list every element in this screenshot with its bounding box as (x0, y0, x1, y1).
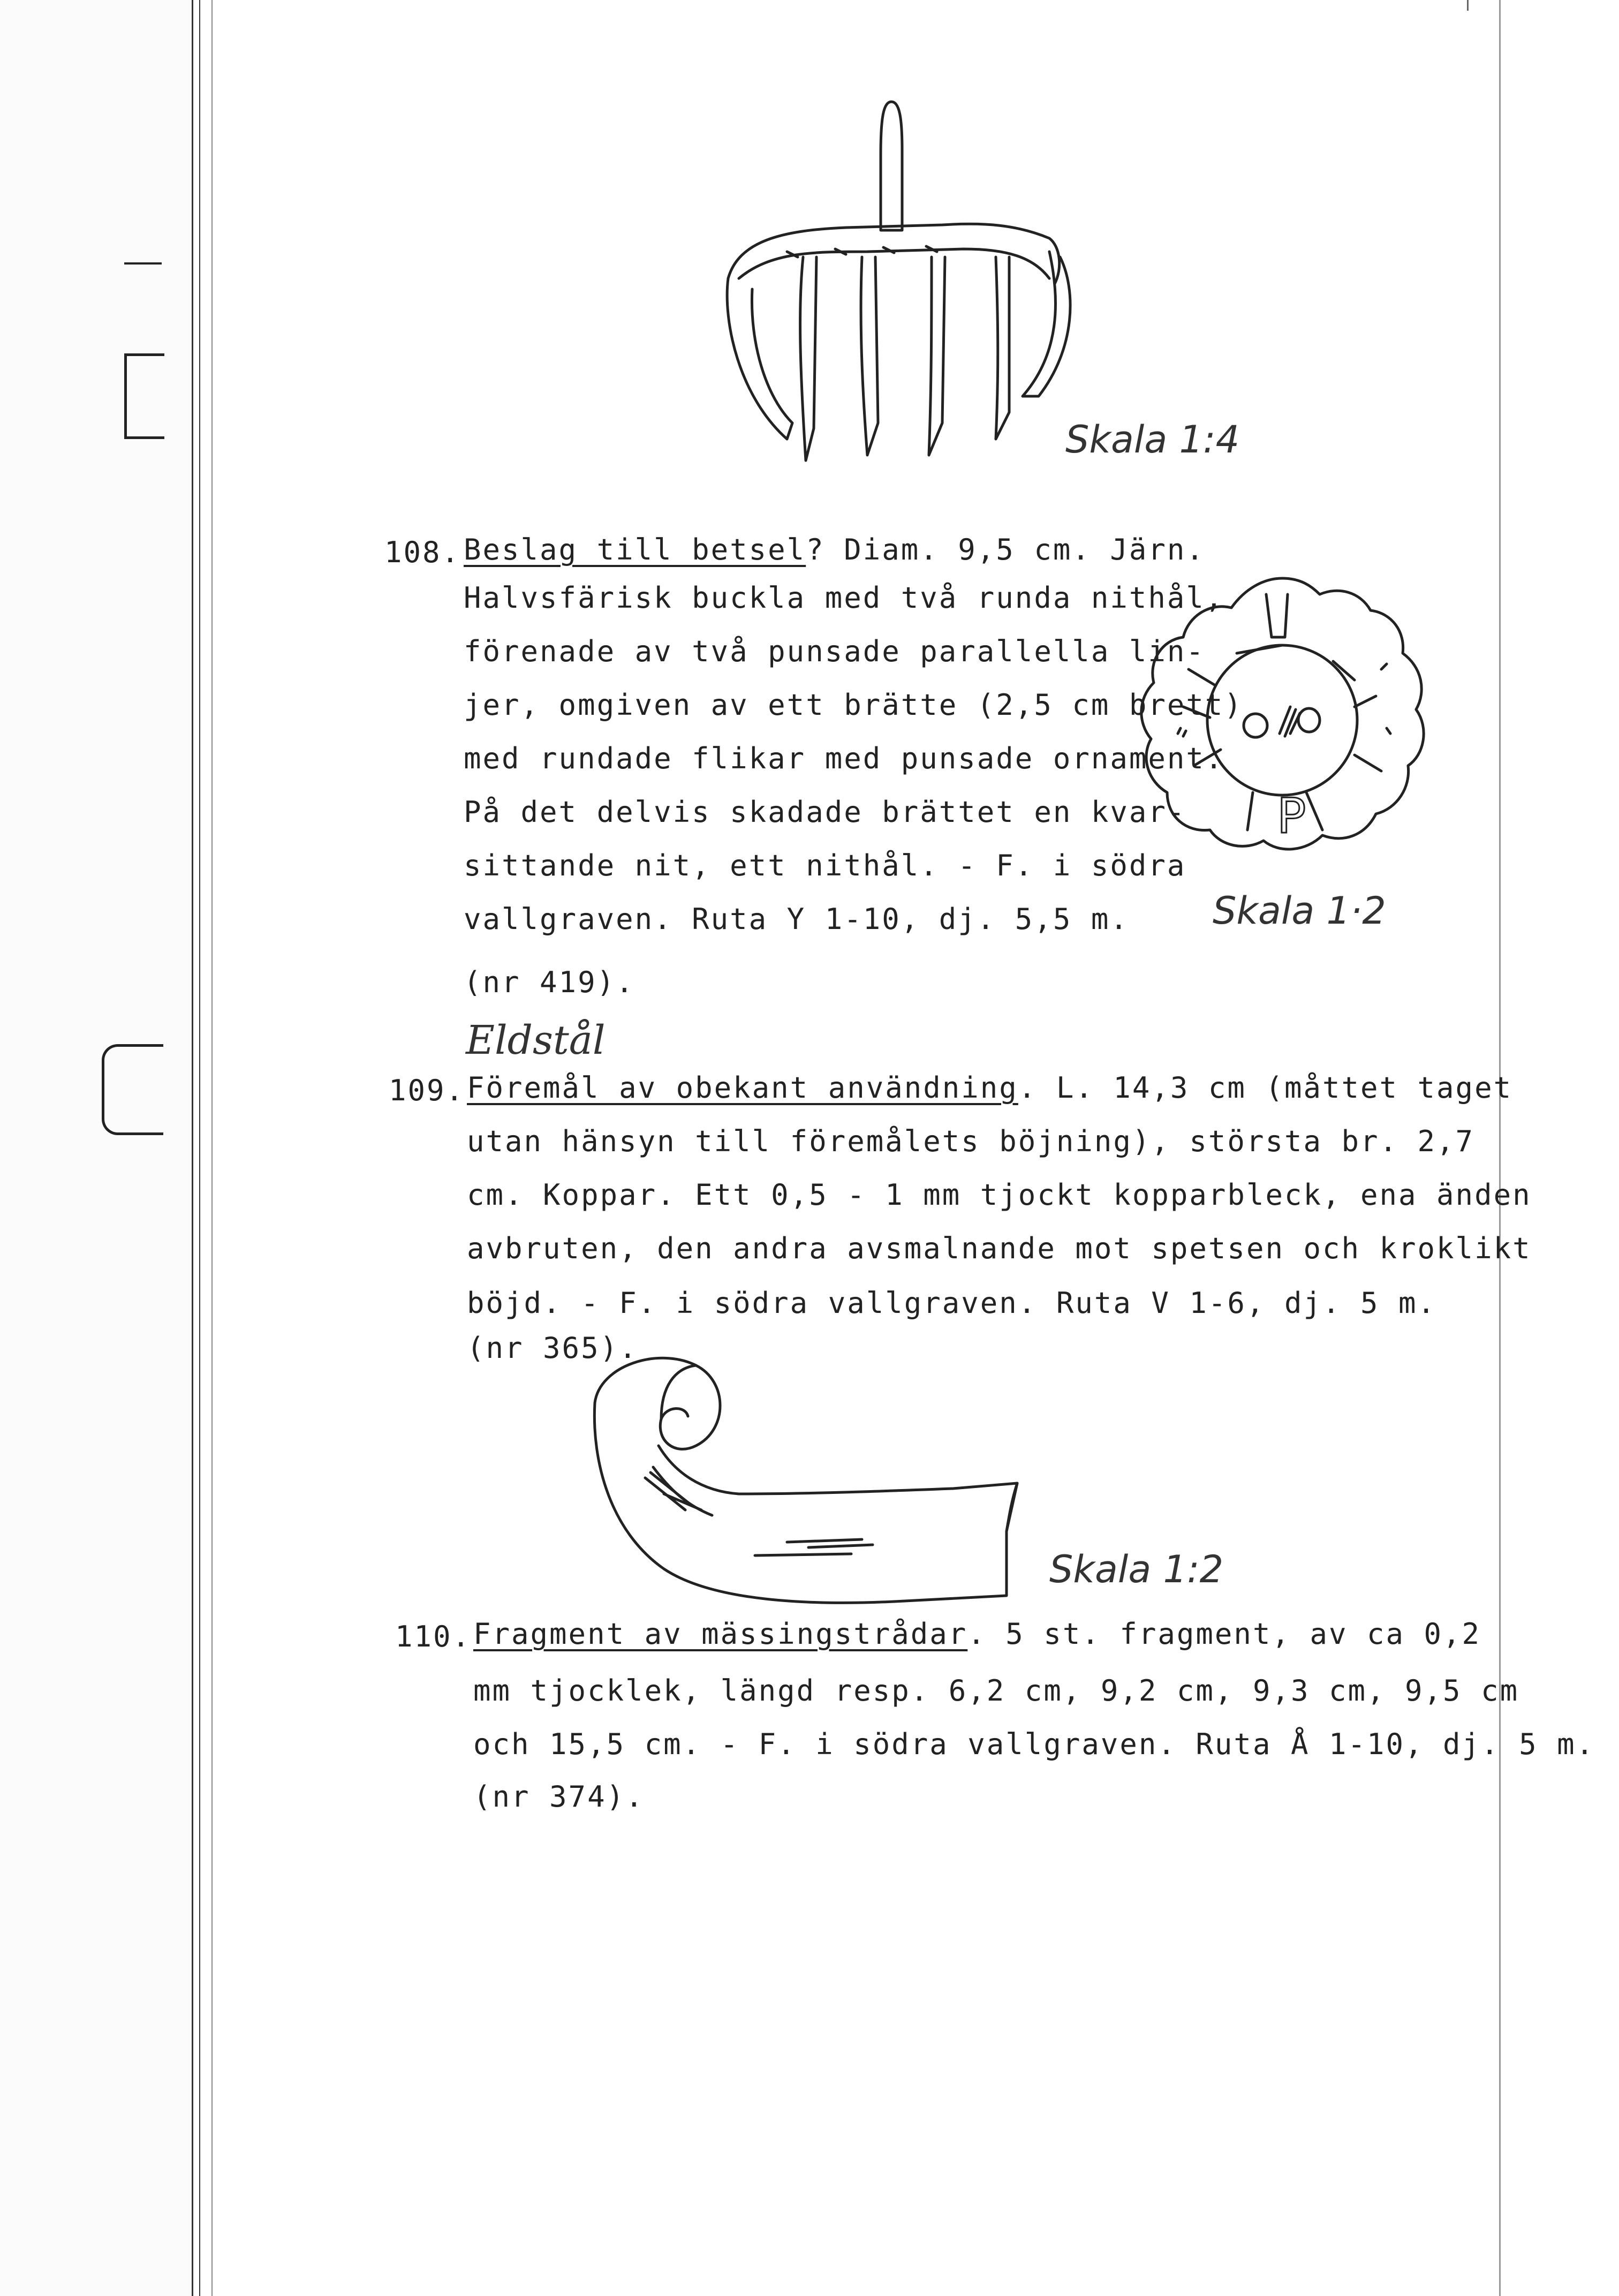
page-edge (211, 0, 213, 2296)
item-108-line: Halvsfärisk buckla med två runda nithål, (464, 581, 1224, 615)
item-109-first-line (467, 1072, 1512, 1104)
item-108-line: förenade av två punsade parallella lin- (464, 635, 1205, 668)
page-right-edge-outer (1499, 0, 1501, 2296)
item-109-line: utan hänsyn till föremålets böjning), största br. 2,7 (467, 1124, 1475, 1158)
item-109-line: (nr 365). (467, 1331, 638, 1365)
item-109-title: Föremål av obekant användning (467, 1071, 1018, 1105)
item-108-line: På det delvis skadade brättet en kvar- (464, 795, 1186, 829)
item-110-line: (nr 374). (473, 1780, 645, 1814)
item-108-line: (nr 419). (464, 965, 635, 999)
margin-clip (102, 1044, 163, 1135)
item-109-line: cm. Koppar. Ett 0,5 - 1 mm tjockt kopparbleck, ena änden (467, 1178, 1532, 1212)
top-figure-scale-label: Skala 1:4 (1065, 418, 1240, 462)
item-109-line: . L. 14,3 cm (måttet taget (1018, 1071, 1513, 1105)
binding-edge-inner (199, 0, 200, 2296)
binding-edge (192, 0, 193, 2296)
buckle-drawing-icon (1130, 573, 1435, 862)
item-108-scale-label: Skala 1·2 (1213, 889, 1386, 933)
item-108-line: sittande nit, ett nithål. - F. i södra (464, 849, 1186, 882)
item-109-handwritten-note: Eldstål (466, 1017, 606, 1063)
margin-tab-mark (124, 262, 162, 265)
item-108-title: Beslag till betsel (464, 533, 806, 567)
item-110-line: . 5 st. fragment, av ca 0,2 (967, 1617, 1481, 1651)
item-109-number: 109. (389, 1074, 465, 1107)
item-110-number: 110. (395, 1620, 472, 1653)
item-108-line: jer, omgiven av ett brätte (2,5 cm brett) (464, 688, 1243, 722)
item-109-line: avbruten, den andra avsmalnande mot spetsen och kroklikt (467, 1232, 1532, 1265)
curled-hook-drawing-icon (594, 1355, 1033, 1606)
margin-tab-box (124, 353, 164, 439)
item-110-line: mm tjocklek, längd resp. 6,2 cm, 9,2 cm, 9,3 cm, 9,5 cm (473, 1674, 1519, 1708)
item-108-first-line (464, 534, 1205, 566)
buckle-inscription: P (1277, 788, 1306, 844)
item-108-line: med rundade flikar med punsade ornament. (464, 742, 1224, 775)
item-108-line: ? Diam. 9,5 cm. Järn. (806, 533, 1205, 567)
fork-object-drawing-icon (707, 96, 1092, 471)
item-109-scale-label: Skala 1:2 (1049, 1547, 1224, 1591)
item-110-first-line (473, 1618, 1481, 1650)
scan-left-margin (0, 0, 193, 2296)
item-109-line: böjd. - F. i södra vallgraven. Ruta V 1-6, dj. 5 m. (467, 1286, 1437, 1320)
item-110-title: Fragment av mässingstrådar (473, 1617, 968, 1651)
item-110-line: och 15,5 cm. - F. i södra vallgraven. Ruta Å 1-10, dj. 5 m. (473, 1727, 1595, 1761)
item-108-line: vallgraven. Ruta Y 1-10, dj. 5,5 m. (464, 902, 1129, 936)
item-108-number: 108. (384, 535, 461, 569)
